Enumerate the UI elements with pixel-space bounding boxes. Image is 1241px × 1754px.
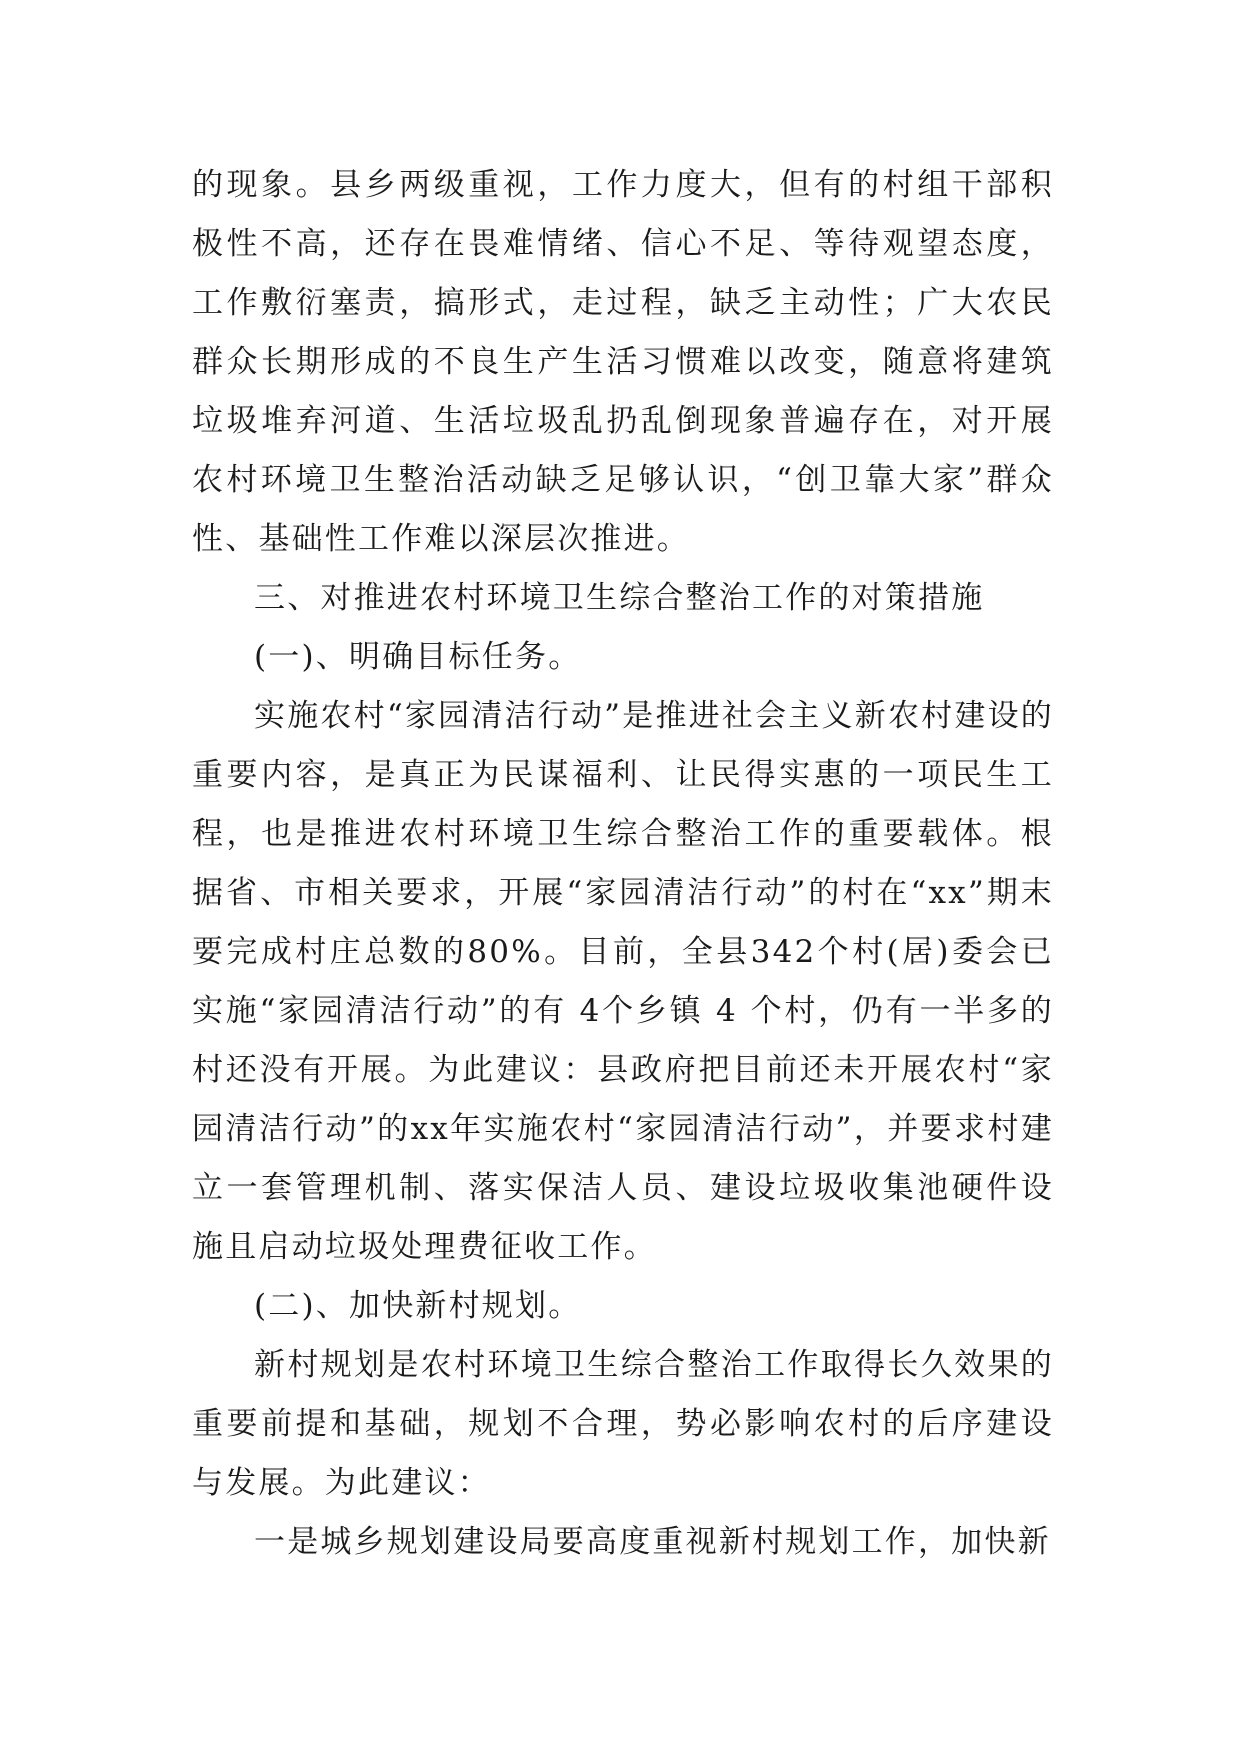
section-heading-three: 三、对推进农村环境卫生综合整治工作的对策措施 — [254, 580, 985, 616]
subheading-two: (二)、加快新村规划。 — [254, 1288, 582, 1324]
paragraph-first-point: 一是城乡规划建设局要高度重视新村规划工作，加快新 — [254, 1524, 1051, 1560]
paragraph-village-planning: 新村规划是农村环境卫生综合整治工作取得长久效果的重要前提和基础，规划不合理，势必影响农村的后序建设与发展。为此建议： — [192, 1347, 1054, 1501]
paragraph-continuation: 的现象。县乡两级重视，工作力度大，但有的村组干部积极性不高，还存在畏难情绪、信心不足、等待观望态度，工作敷衍塞责，搞形式，走过程，缺乏主动性；广大农民群众长期形成的不良生产生活习惯难以改变，随意将建筑垃圾堆弃河道、生活垃圾乱扔乱倒现象普遍存在，对开展农村环境卫生整治活动缺乏足够认识，“创卫靠大家”群众性、基础性工作难以深层次推进。 — [192, 167, 1054, 557]
document-body — [192, 156, 1054, 1572]
paragraph-clean-action: 实施农村“家园清洁行动”是推进社会主义新农村建设的重要内容，是真正为民谋福利、让民得实惠的一项民生工程，也是推进农村环境卫生综合整治工作的重要载体。根据省、市相关要求，开展“家园清洁行动”的村在“xx”期末要完成村庄总数的80%。目前，全县342个村(居)委会已实施“家园清洁行动”的有 4个乡镇 4 个村，仍有一半多的村还没有开展。为此建议：县政府把目前还未开展农村“家园清洁行动”的xx年实施农村“家园清洁行动”，并要求村建立一套管理机制、落实保洁人员、建设垃圾收集池硬件设施且启动垃圾处理费征收工作。 — [192, 698, 1054, 1265]
subheading-one: (一)、明确目标任务。 — [254, 639, 582, 675]
